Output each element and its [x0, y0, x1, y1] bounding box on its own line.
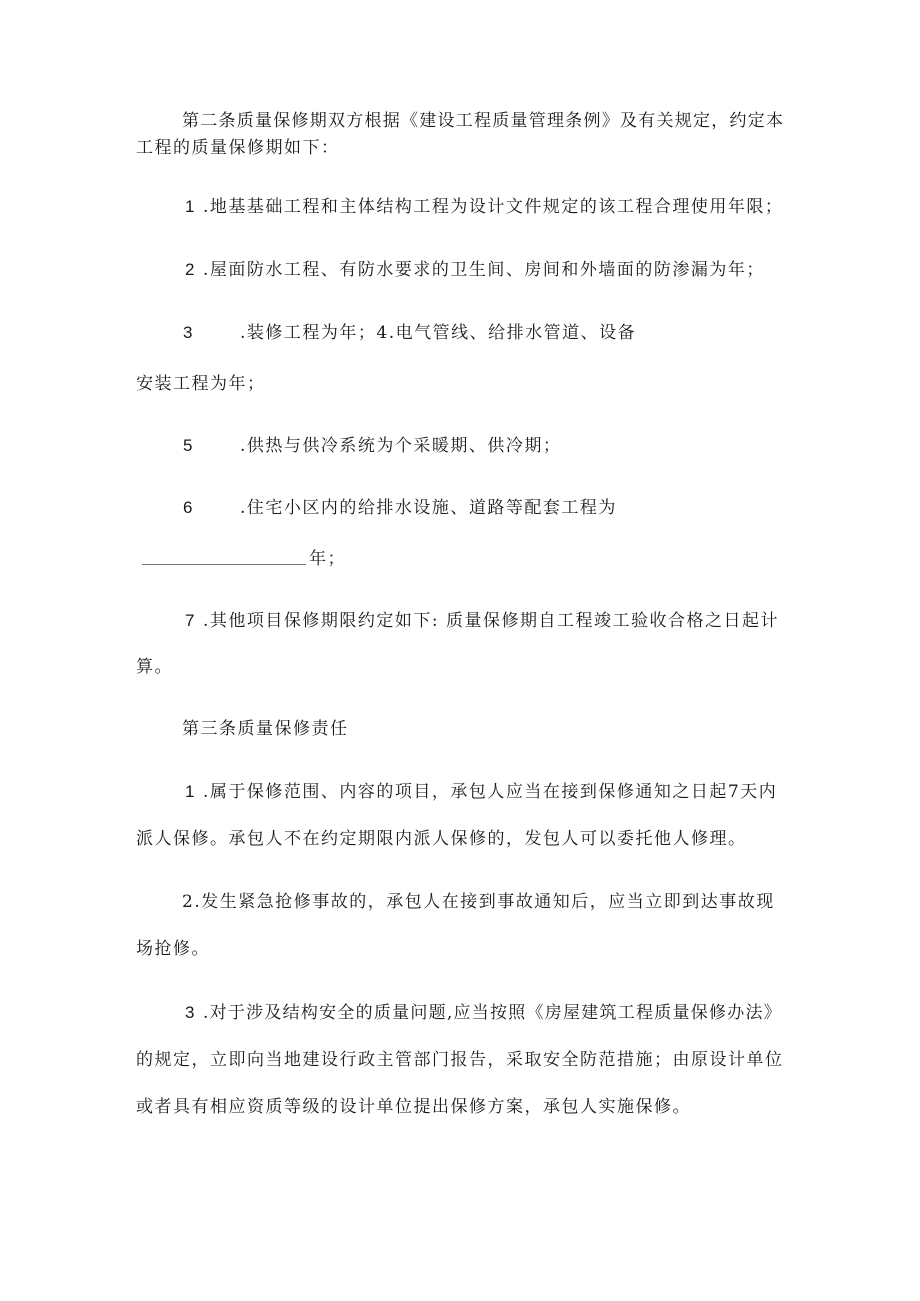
item5-text: .供热与供冷系统为个采暖期、供冷期；	[240, 436, 562, 456]
article3-item3-number: 3	[185, 1003, 195, 1022]
item6-text: .住宅小区内的给排水设施、道路等配套工程为	[240, 498, 617, 518]
article3-title: 第三条质量保修责任	[182, 719, 349, 739]
fill-in-blank	[142, 564, 306, 565]
item3-number: 3	[183, 323, 193, 342]
article3-item1-text: .属于保修范围、内容的项目，承包人应当在接到保修通知之日起7天内	[203, 782, 778, 802]
item7-number: 7	[185, 611, 195, 630]
article3-item3-text: .对于涉及结构安全的质量问题,应当按照《房屋建筑工程质量保修办法》	[203, 1003, 783, 1023]
item3-text: .装修工程为年；4.电气管线、给排水管道、设备	[240, 323, 637, 343]
article2-line1: 第二条质量保修期双方根据《建设工程质量管理条例》及有关规定，约定本	[182, 111, 785, 131]
item1-number: 1	[185, 197, 195, 216]
item2-text: .屋面防水工程、有防水要求的卫生间、房间和外墙面的防渗漏为年；	[203, 260, 765, 280]
item5-number: 5	[183, 436, 193, 455]
item1-text: .地基基础工程和主体结构工程为设计文件规定的该工程合理使用年限；	[203, 197, 784, 217]
article3-item2-continuation: 场抢修。	[136, 939, 210, 959]
article3-item3-continuation-1: 的规定，立即向当地建设行政主管部门报告，采取安全防范措施；由原设计单位	[136, 1050, 784, 1070]
item3-continuation: 安装工程为年；	[136, 374, 266, 394]
article3-item3-continuation-2: 或者具有相应资质等级的设计单位提出保修方案，承包人实施保修。	[136, 1097, 691, 1117]
article3-item1-number: 1	[185, 782, 195, 801]
item7-text: .其他项目保修期限约定如下: 质量保修期自工程竣工验收合格之日起计	[203, 611, 780, 631]
item2-number: 2	[185, 260, 195, 279]
item7-continuation: 算。	[136, 657, 173, 677]
article3-item1-continuation: 派人保修。承包人不在约定期限内派人保修的，发包人可以委托他人修理。	[136, 829, 747, 849]
item6-number: 6	[183, 498, 193, 517]
item6-continuation: 年；	[309, 549, 346, 569]
article2-line2: 工程的质量保修期如下：	[136, 138, 340, 158]
article3-item2-text: 2.发生紧急抢修事故的，承包人在接到事故通知后，应当立即到达事故现	[182, 892, 775, 912]
